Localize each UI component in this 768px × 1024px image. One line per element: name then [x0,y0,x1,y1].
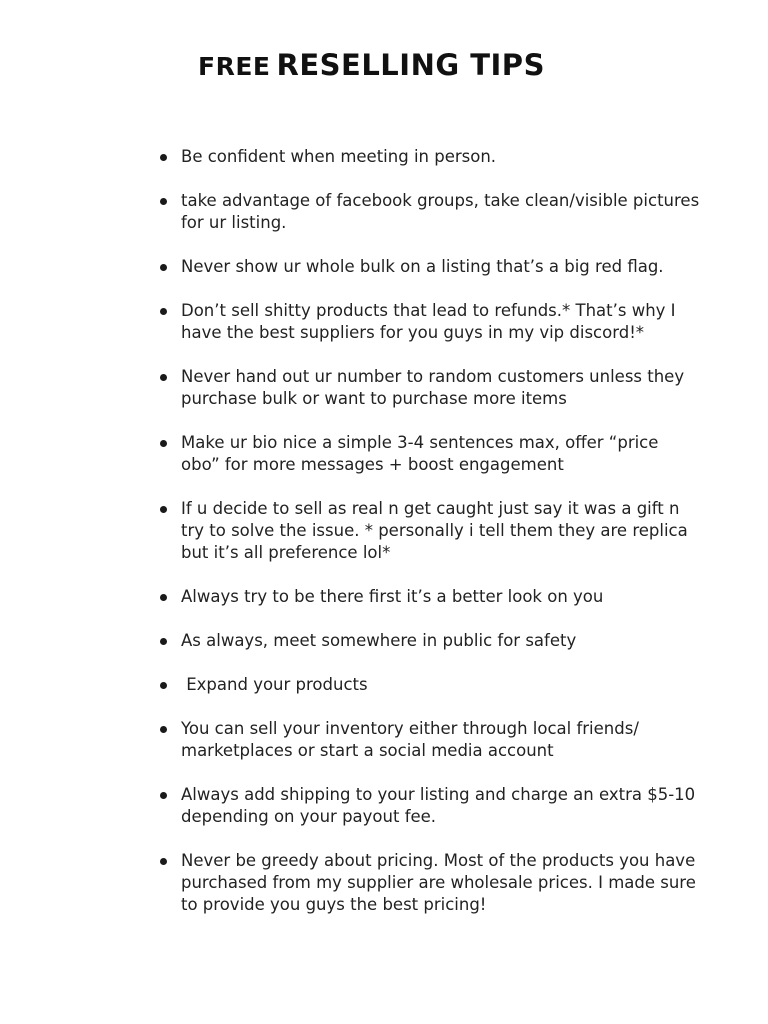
tip-text: Always try to be there first it’s a better look on you [181,587,604,606]
tip-item [160,674,700,696]
tip-text: If u decide to sell as real n get caught just say it was a gift n try to solve the issue. * personally i tell them they are replica but it’s all preference lol* [181,499,688,562]
tip-item [160,784,700,828]
tip-text: As always, meet somewhere in public for safety [181,631,577,650]
tip-item [160,256,700,278]
bullet-icon [160,374,167,381]
tips-list [160,146,700,938]
bullet-icon [160,440,167,447]
bullet-icon [160,154,167,161]
tip-text: You can sell your inventory either through local friends/ marketplaces or start a social media account [181,719,639,760]
bullet-icon [160,858,167,865]
tip-text: Be confident when meeting in person. [181,147,497,166]
tip-item [160,190,700,234]
tip-item [160,300,700,344]
bullet-icon [160,308,167,315]
bullet-icon [160,682,167,689]
bullet-icon [160,726,167,733]
page-title [198,48,545,80]
tip-item [160,432,700,476]
tip-item [160,498,700,564]
tip-item [160,718,700,762]
tip-text: Don’t sell shitty products that lead to refunds.* That’s why I have the best suppliers for you guys in my vip discord!* [181,301,676,342]
tip-text: Expand your products [181,675,368,694]
bullet-icon [160,638,167,645]
tip-item [160,366,700,410]
title-main: RESELLING TIPS [276,48,545,82]
bullet-icon [160,506,167,513]
tip-item [160,630,700,652]
title-prefix: FREE [198,52,271,81]
bullet-icon [160,792,167,799]
tip-text: Never be greedy about pricing. Most of the products you have purchased from my supplier are wholesale prices. I made sure to provide you guys the best pricing! [181,851,696,914]
bullet-icon [160,594,167,601]
tip-text: Make ur bio nice a simple 3-4 sentences max, offer “price obo” for more messages + boost engagement [181,433,659,474]
tip-item [160,146,700,168]
bullet-icon [160,264,167,271]
tip-text: Always add shipping to your listing and charge an extra $5-10 depending on your payout fee. [181,785,696,826]
bullet-icon [160,198,167,205]
tip-text: Never show ur whole bulk on a listing that’s a big red flag. [181,257,664,276]
tip-item [160,586,700,608]
tip-text: take advantage of facebook groups, take clean/visible pictures for ur listing. [181,191,700,232]
tip-item [160,850,700,916]
tip-text: Never hand out ur number to random customers unless they purchase bulk or want to purchase more items [181,367,685,408]
